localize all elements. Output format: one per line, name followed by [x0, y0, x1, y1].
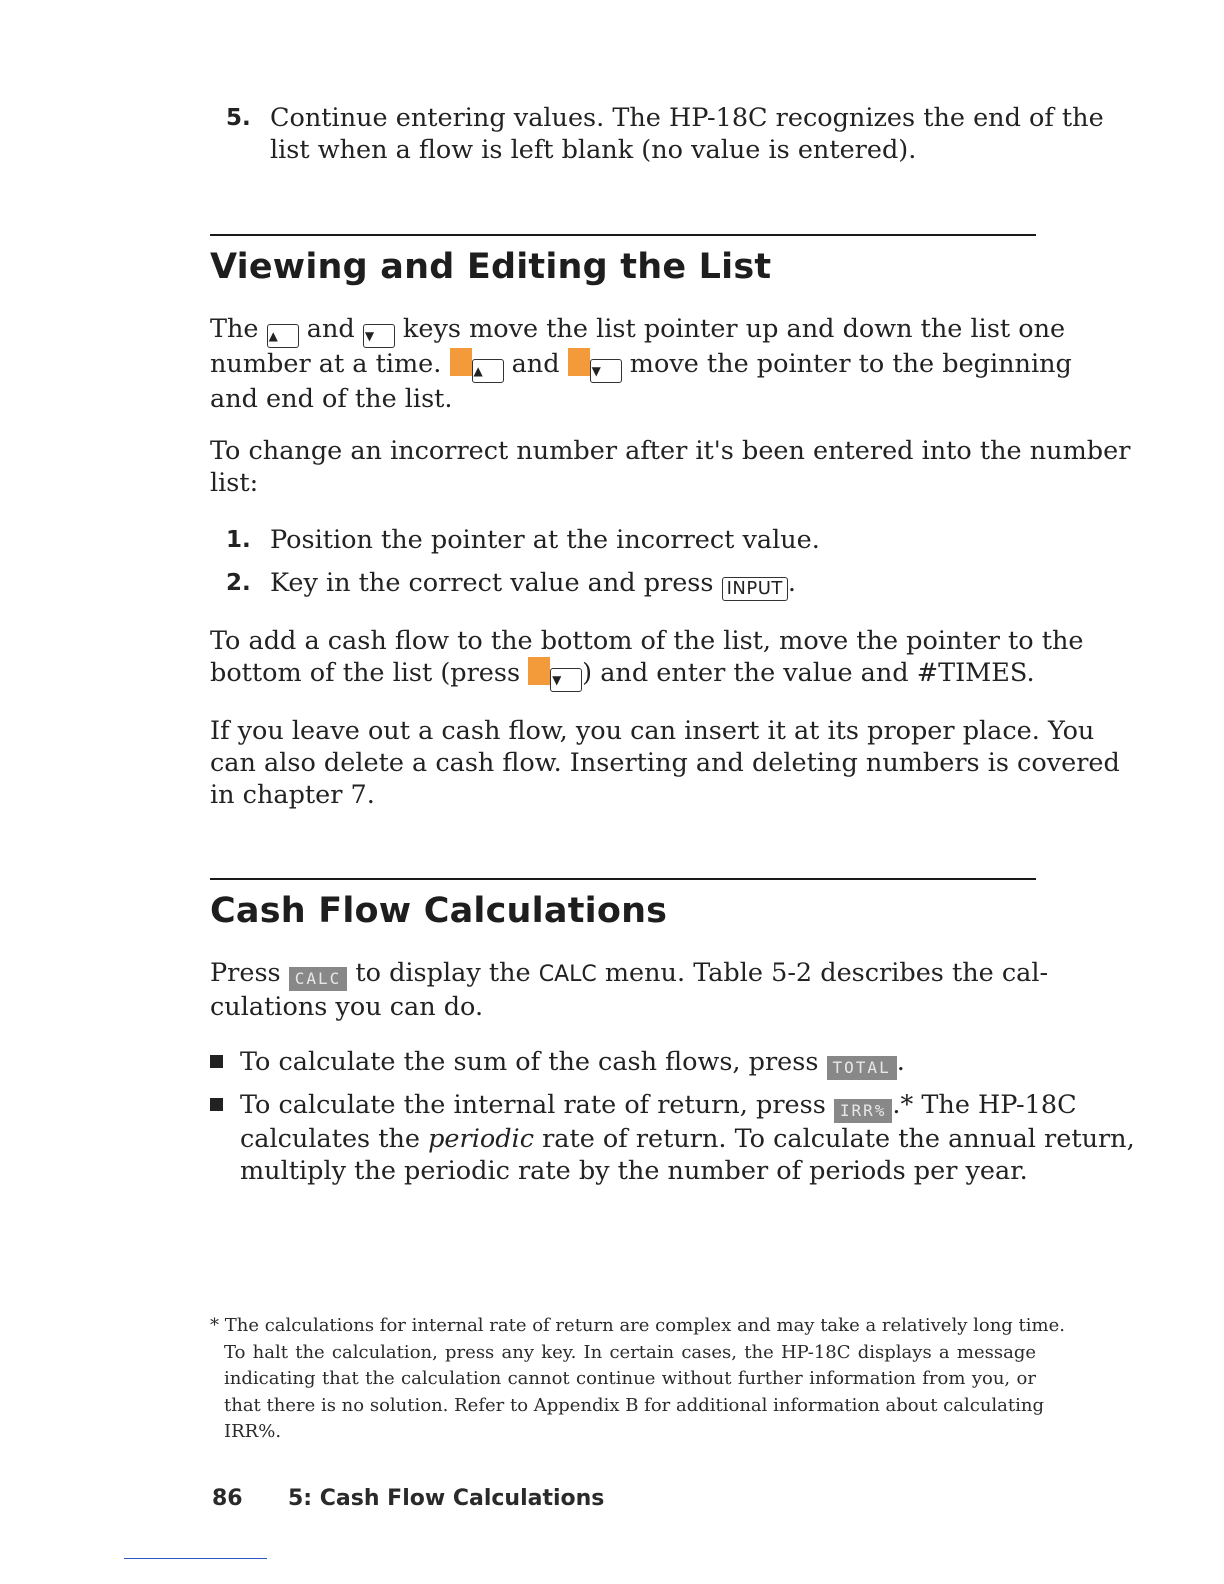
text-run: keys move the list pointer up and down the list one	[402, 314, 1066, 344]
text-run: move the pointer to the beginning	[629, 349, 1072, 379]
text-run: To calculate the sum of the cash flows, press	[240, 1047, 819, 1077]
page-number: 86	[212, 1486, 243, 1511]
step-number: 2.	[226, 570, 251, 596]
section-divider	[210, 234, 1036, 236]
text-line: If you leave out a cash flow, you can insert it at its proper place. You	[210, 716, 1095, 746]
footnote-line: IRR%.	[224, 1421, 282, 1442]
footnote-line: To halt the calculation, press any key. In certain cases, the HP-18C displays a message	[224, 1341, 1036, 1363]
bullet-total	[210, 1046, 1036, 1080]
section-heading-viewing-editing: Viewing and Editing the List	[210, 247, 772, 287]
step-number: 5.	[226, 105, 251, 131]
text-line: culations you can do.	[210, 992, 484, 1022]
text-run: rate of return. To calculate the annual return,	[542, 1124, 1135, 1154]
text-run: menu. Table 5-2 describes the cal-	[604, 958, 1049, 988]
step-1	[226, 524, 1036, 556]
bullet-square-icon	[210, 1055, 223, 1068]
orange-shift-key-icon	[568, 348, 590, 376]
paragraph-arrow-keys	[210, 313, 1072, 415]
text-run: number at a time.	[210, 349, 442, 379]
footnote-line: * The calculations for internal rate of return are complex and may take a relatively long time.	[210, 1315, 1065, 1336]
text-run: Key in the correct value and press	[270, 568, 714, 598]
paragraph-add-cash-flow	[210, 625, 1084, 692]
text-run: and	[511, 349, 560, 379]
bullet-square-icon	[210, 1098, 223, 1111]
text-run: .	[896, 1047, 905, 1077]
text-run: .* The HP-18C	[892, 1090, 1077, 1120]
text-run: Press	[210, 958, 281, 988]
step-2	[226, 567, 1036, 601]
text-run: to display the	[355, 958, 531, 988]
step-5	[226, 102, 1104, 166]
paragraph-calc-menu	[210, 957, 1049, 1023]
text-line: To change an incorrect number after it's been entered into the number	[210, 436, 1131, 466]
text-run: To calculate the internal rate of return, press	[240, 1090, 826, 1120]
chapter-title: 5: Cash Flow Calculations	[288, 1486, 605, 1511]
down-arrow-key-icon: ▼	[550, 668, 582, 692]
step-text-line: Position the pointer at the incorrect value.	[270, 525, 820, 555]
text-run: The	[210, 314, 259, 344]
paragraph-change-number	[210, 435, 1131, 499]
footnote-line: that there is no solution. Refer to Appendix B for additional information about calculating	[224, 1394, 1045, 1416]
text-line: list:	[210, 468, 259, 498]
scan-edge-line	[124, 1558, 267, 1559]
paragraph-insert-delete	[210, 715, 1120, 811]
text-run: ) and enter the value and #TIMES.	[582, 658, 1035, 688]
text-run: and	[306, 314, 355, 344]
bullet-irr	[210, 1089, 1135, 1187]
down-arrow-key-icon: ▼	[363, 324, 395, 348]
footnote	[210, 1313, 1065, 1446]
total-softkey: TOTAL	[827, 1056, 897, 1080]
step-text-line: Continue entering values. The HP-18C recognizes the end of the	[270, 103, 1104, 133]
up-arrow-key-icon: ▲	[267, 324, 299, 348]
down-arrow-key-icon: ▼	[590, 359, 622, 383]
calc-softkey: CALC	[289, 967, 348, 991]
page-footer	[212, 1486, 604, 1511]
text-run: and end of the list.	[210, 384, 453, 414]
text-run: calculates the	[240, 1124, 420, 1154]
irr-softkey: IRR%	[834, 1099, 893, 1123]
text-line: multiply the periodic rate by the number of periods per year.	[240, 1156, 1028, 1186]
text-line: can also delete a cash flow. Inserting and deleting numbers is covered	[210, 748, 1120, 778]
text-line: in chapter 7.	[210, 780, 375, 810]
up-arrow-key-icon: ▲	[472, 359, 504, 383]
menu-name: CALC	[538, 962, 597, 987]
text-run: .	[787, 568, 797, 598]
text-run: bottom of the list (press	[210, 658, 521, 688]
emphasis-text: periodic	[428, 1124, 534, 1154]
orange-shift-key-icon	[450, 348, 472, 376]
text-line: To add a cash flow to the bottom of the list, move the pointer to the	[210, 626, 1084, 656]
step-number: 1.	[226, 527, 251, 553]
input-key: INPUT	[722, 577, 788, 601]
footnote-line: indicating that the calculation cannot continue without further information from you, or	[224, 1368, 1036, 1389]
orange-shift-key-icon	[528, 657, 550, 685]
section-divider	[210, 878, 1036, 880]
step-text-line: list when a flow is left blank (no value is entered).	[270, 135, 917, 165]
section-heading-cash-flow-calculations: Cash Flow Calculations	[210, 891, 668, 931]
